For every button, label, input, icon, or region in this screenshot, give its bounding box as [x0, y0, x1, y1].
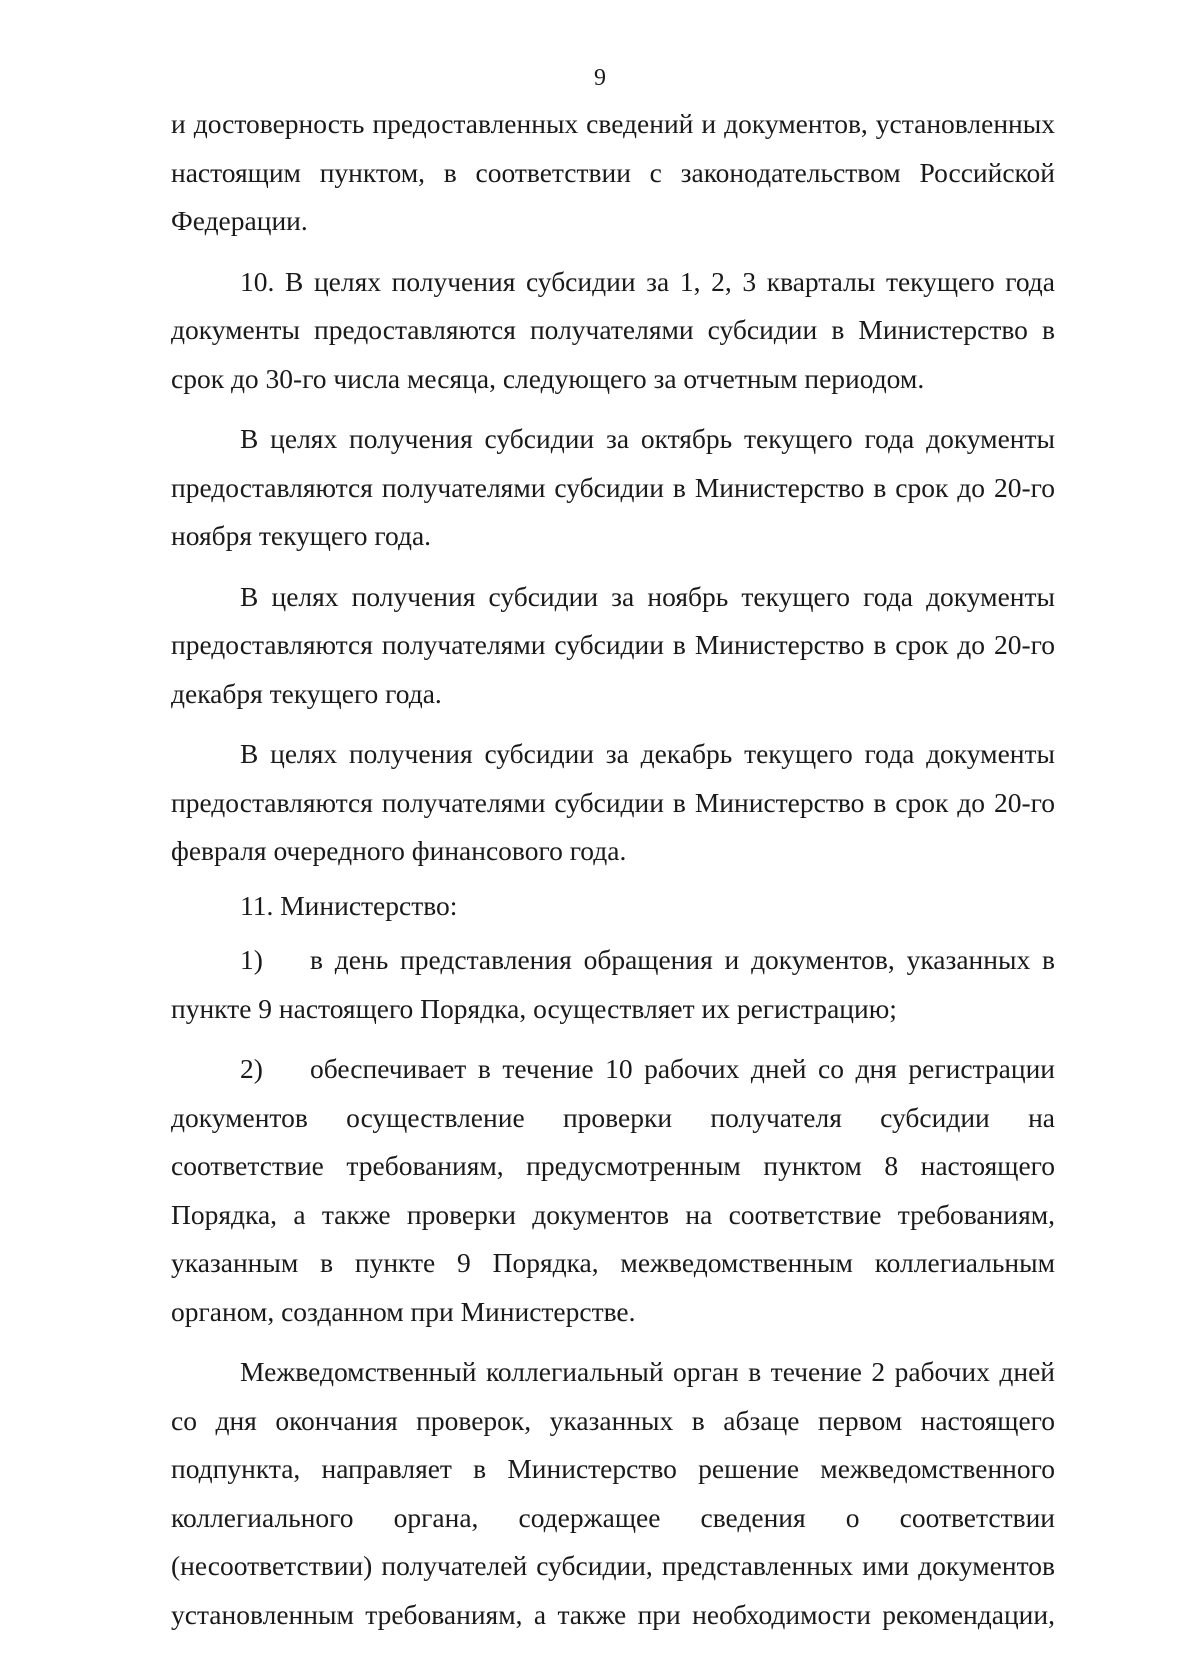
paragraph-november: В целях получения субсидии за ноябрь текущего года документы предоставляются получателями субсидии в Министерство в срок до 20-го декабря текущего года. [171, 580, 1055, 709]
paragraph-december: В целях получения субсидии за декабрь текущего года документы предоставляются получателями субсидии в Министерство в срок до 20-го февраля очередного финансового года. [171, 738, 1055, 866]
page-number: 9 [594, 65, 606, 91]
list-item-2 [171, 1045, 1055, 1336]
list-item-1-text: в день представления обращения и документов, указанных в пункте 9 настоящего Порядка, осуществляет их регистрацию; [171, 944, 1055, 1024]
list-item-2-text: обеспечивает в течение 10 рабочих дней со дня регистрации документов осуществление проверки получателя субсидии на соответствие требованиям, предусмотренным пунктом 8 настоящего Порядка, а также проверки документов на соответствие требованиям, указанным в пункте 9 Порядка, межведомственным коллегиальным органом, созданном при Министерстве. [171, 1053, 1055, 1327]
list-item-2-number: 2) [240, 1053, 263, 1084]
paragraph-collegial-body: Межведомственный коллегиальный орган в течение 2 рабочих дней со дня окончания проверок, указанных в абзаце первом настоящего подпункта, направляет в Министерство решение межведомственного коллегиального органа, содержащее сведения о соответствии (несоответствии) получателей субсидии, представленных ими документов установленным требованиям, а также при необходимости рекомендации, [171, 1356, 1055, 1630]
paragraph-october: В целях получения субсидии за октябрь текущего года документы предоставляются получателями субсидии в Министерство в срок до 20-го ноября текущего года. [171, 423, 1055, 551]
document-body [171, 100, 1055, 1639]
paragraph-item-11: 11. Министерство: [240, 889, 458, 921]
paragraph-continuation: и достоверность предоставленных сведений и документов, установленных настоящим пунктом, в соответствии с законодательством Российской Федерации. [171, 108, 1055, 236]
list-item-1 [171, 936, 1055, 1033]
paragraph-item-10: 10. В целях получения субсидии за 1, 2, 3 кварталы текущего года документы предоставляются получателями субсидии в Министерство в срок до 30-го числа месяца, следующего за отчетным периодом. [171, 265, 1055, 394]
list-item-1-number: 1) [240, 944, 263, 975]
